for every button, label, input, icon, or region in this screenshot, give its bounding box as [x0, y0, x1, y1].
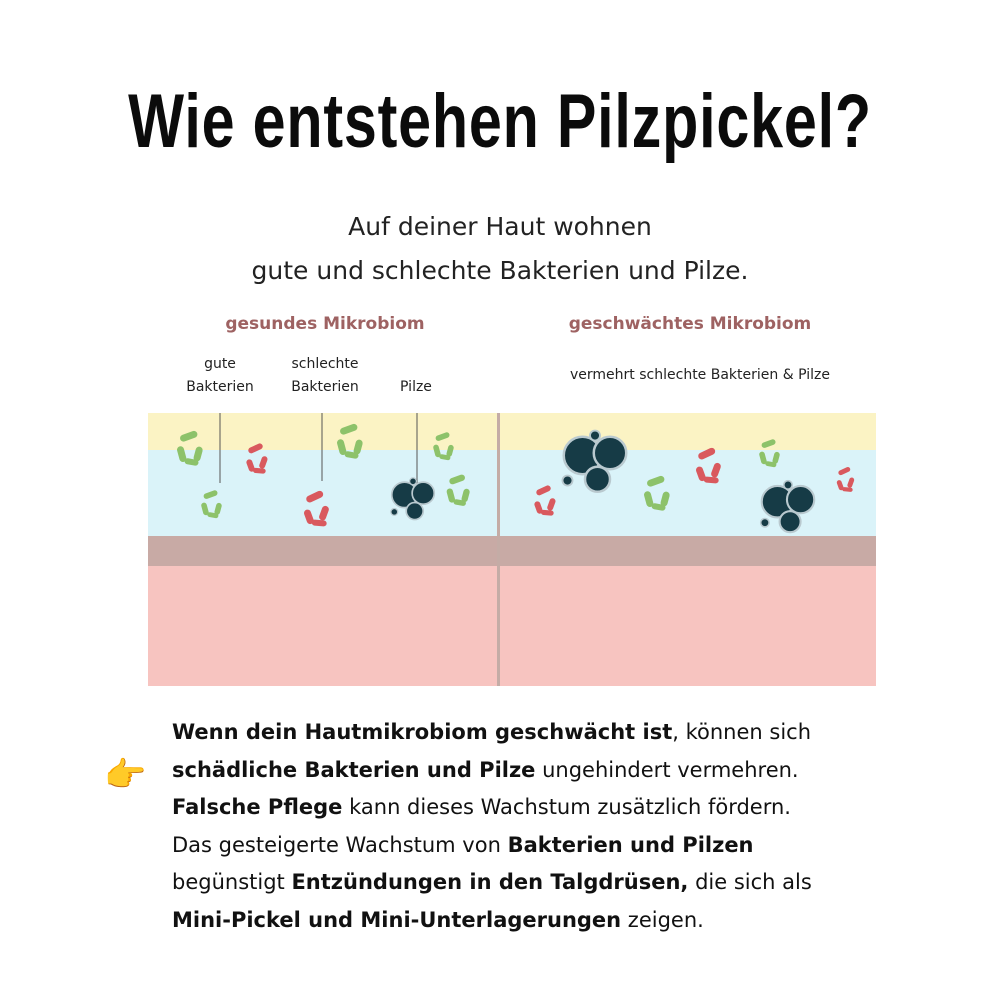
page-title: Wie entstehen Pilzpickel? [128, 79, 872, 164]
backhand-index-pointing-right-icon: 👉 [104, 755, 147, 795]
increased-label [520, 364, 880, 387]
bad-bacteria-label [275, 353, 375, 399]
bad-bacteria-label-line-1: schlechte [291, 356, 359, 372]
good-bacteria-label [170, 353, 270, 399]
bad-bacteria-label-line-2: Bakterien [291, 379, 359, 395]
weakened-microbiome-title: geschwächtes Mikrobiom [568, 314, 812, 334]
healthy-microbiome-title: gesundes Mikrobiom [225, 314, 425, 334]
explanation-text-fragment: Das gesteigerte Wachstum von [172, 832, 508, 857]
dermis-layer [148, 566, 876, 686]
explanation-text-fragment: , können sich [672, 720, 812, 744]
explanation-text-fragment: die sich als [688, 870, 812, 894]
emphasis-bacteria-fungi: Bakterien und Pilzen [507, 832, 754, 857]
skin-microbiome-diagram [148, 413, 876, 686]
explanation-text-fragment: kann dieses Wachstum zusätzlich fördern. [342, 795, 791, 819]
basal-membrane-layer [148, 536, 876, 566]
emphasis-harmful-microbes: schädliche Bakterien und Pilze [172, 757, 536, 782]
increased-label-rest: schlechte Bakterien & Pilze [639, 367, 830, 383]
explanation-line-1 [172, 714, 892, 752]
emphasis-weakened-microbiome: Wenn dein Hautmikrobiom geschwächt ist [172, 720, 673, 744]
emphasis-inflammation: Entzündungen in den Talgdrüsen, [291, 870, 689, 894]
emphasis-mini-pimples: Mini-Pickel und Mini-Unterlagerungen [172, 907, 622, 932]
emphasis-wrong-care: Falsche Pflege [172, 795, 343, 819]
good-bacteria-label-line-1: gute [204, 356, 236, 372]
explanation-line-3 [172, 789, 892, 827]
explanation-text [172, 714, 892, 939]
intro-line-1: Auf deiner Haut wohnen [348, 212, 652, 241]
explanation-text-fragment: ungehindert vermehren. [535, 757, 799, 782]
explanation-line-5 [172, 864, 892, 902]
good-bacteria-label-line-2: Bakterien [186, 379, 254, 395]
explanation-line-2 [172, 752, 892, 790]
explanation-text-fragment: zeigen. [621, 907, 704, 932]
increased-label-prefix: vermehrt [570, 367, 635, 383]
explanation-line-6 [172, 902, 892, 940]
explanation-line-4 [172, 827, 892, 865]
intro-line-2: gute und schlechte Bakterien und Pilze. [251, 256, 749, 285]
explanation-text-fragment: begünstigt [172, 870, 292, 894]
fungi-label: Pilze [400, 379, 432, 395]
section-divider [497, 413, 500, 686]
